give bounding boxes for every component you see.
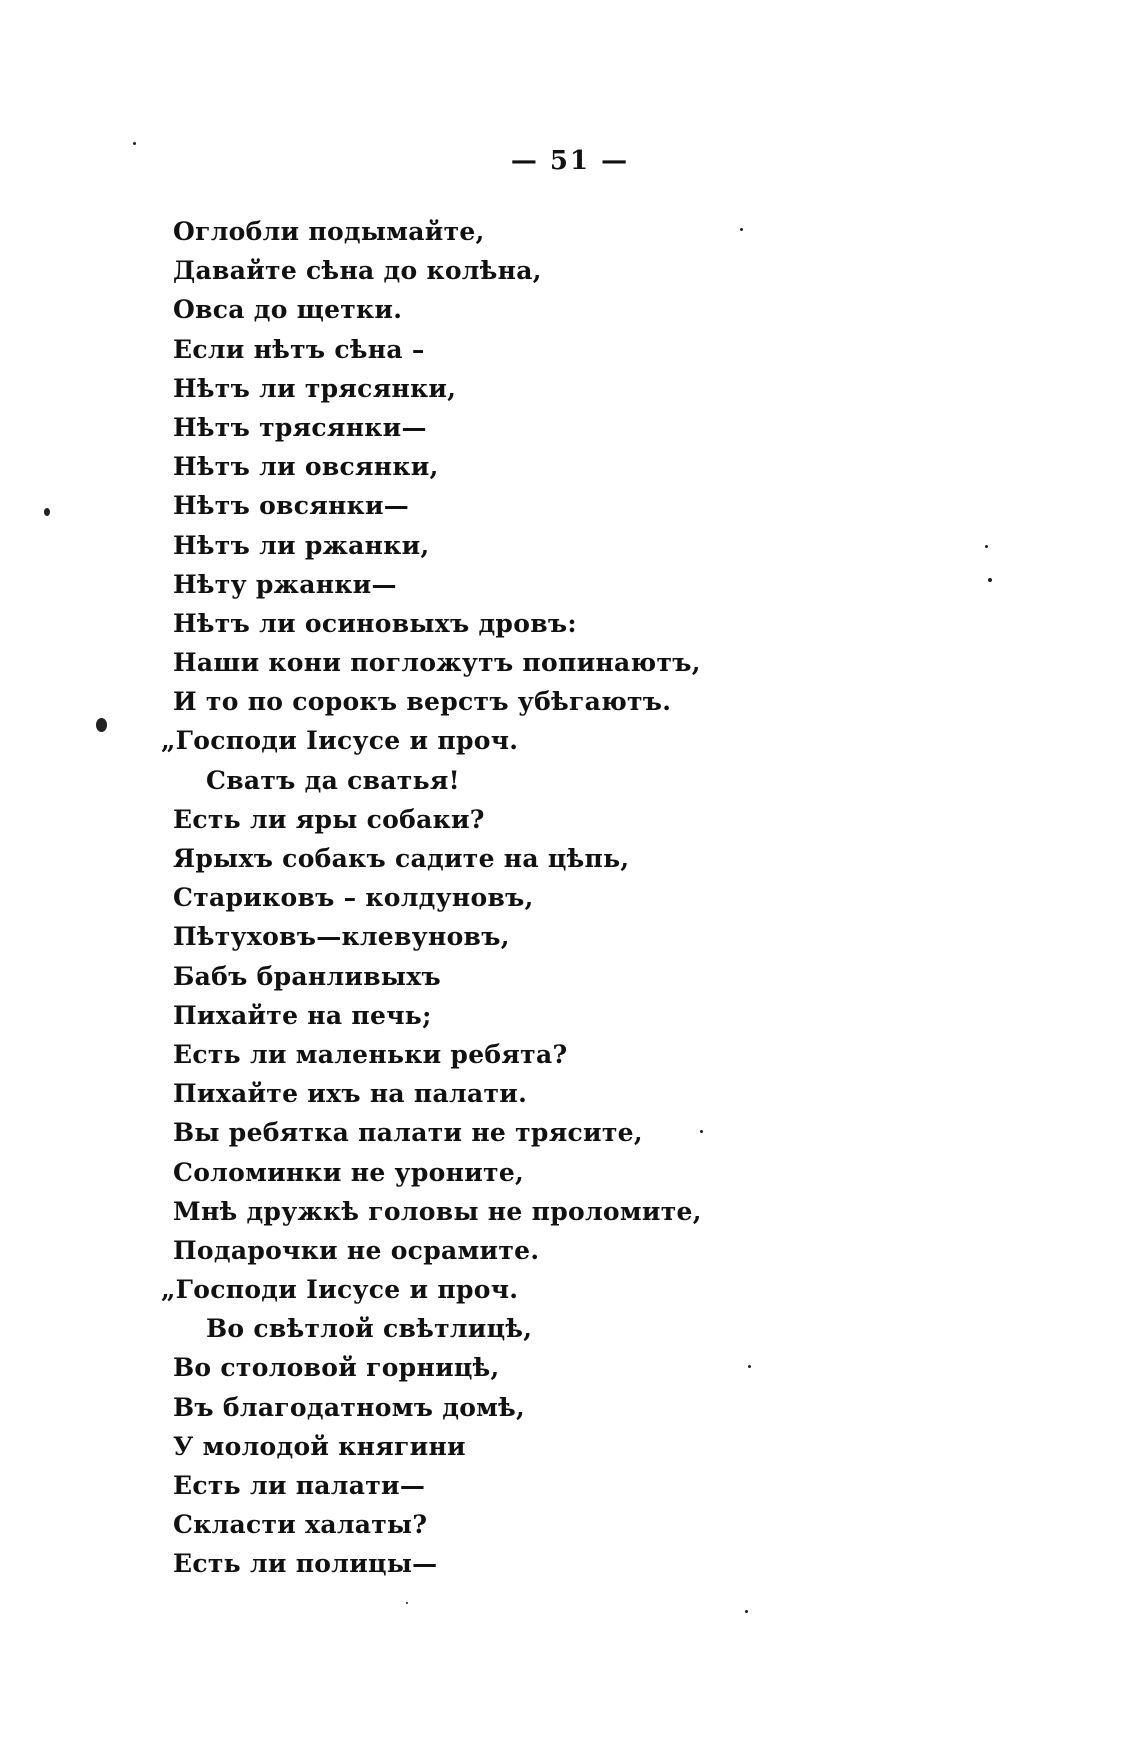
- verse-line: Стариковъ – колдуновъ,: [173, 883, 534, 913]
- scan-speck: [748, 1365, 751, 1368]
- verse-line: Пѣтуховъ—клевуновъ,: [173, 922, 510, 952]
- scan-speck: [988, 578, 992, 582]
- verse-line: Ярыхъ собакъ садите на цѣпь,: [173, 844, 630, 873]
- verse-line: Оглобли подымайте,: [173, 217, 485, 246]
- verse-line: Овса до щетки.: [173, 295, 403, 325]
- verse-line: Вы ребятка палати не трясите,: [173, 1118, 643, 1148]
- scan-speck: [745, 1610, 748, 1613]
- verse-text: [161, 212, 973, 1584]
- scan-speck: [406, 1602, 408, 1604]
- scan-speck: [985, 545, 988, 548]
- verse-line: Нѣтъ ли ржанки,: [173, 530, 430, 560]
- verse-line: Соломинки не уроните,: [173, 1157, 525, 1187]
- verse-line: Есть ли палати—: [173, 1471, 426, 1500]
- verse-line: Скласти халаты?: [173, 1510, 428, 1540]
- verse-line: Пихайте на печь;: [173, 1000, 432, 1030]
- verse-line: Нѣтъ ли овсянки,: [173, 452, 439, 482]
- verse-line: Есть ли маленьки ребята?: [173, 1039, 568, 1069]
- verse-line: „Господи Іисусе и проч.: [161, 1275, 519, 1305]
- verse-line: Давайте сѣна до колѣна,: [173, 256, 542, 286]
- verse-line: Пихайте ихъ на палати.: [173, 1079, 528, 1109]
- scan-speck: [700, 1130, 703, 1133]
- page-number: — 51 —: [510, 146, 630, 176]
- verse-line: Бабъ бранливыхъ: [173, 961, 441, 991]
- verse-line: Если нѣтъ сѣна –: [173, 334, 425, 364]
- scan-speck: [96, 718, 107, 732]
- verse-line: Нѣтъ ли осиновыхъ дровъ:: [173, 608, 577, 638]
- verse-line: Нѣтъ трясянки—: [173, 412, 427, 442]
- verse-line: Во столовой горницѣ,: [173, 1353, 500, 1383]
- verse-line: И то по сорокъ верстъ убѣгаютъ.: [173, 687, 672, 717]
- verse-line: Сватъ да сватья!: [206, 765, 460, 795]
- verse-line: Нѣтъ ли трясянки,: [173, 373, 457, 403]
- verse-line: Во свѣтлой свѣтлицѣ,: [206, 1314, 533, 1344]
- verse-line: Наши кони погложутъ попинаютъ,: [173, 648, 701, 678]
- verse-line: Подарочки не осрамите.: [173, 1235, 540, 1265]
- scan-speck: [740, 228, 743, 231]
- verse-line: Есть ли яры собаки?: [173, 804, 485, 834]
- scan-speck: [44, 508, 50, 516]
- verse-line: Нѣтъ овсянки—: [173, 491, 410, 521]
- verse-line: Въ благодатномъ домѣ,: [173, 1392, 526, 1422]
- verse-line: Есть ли полицы—: [173, 1549, 438, 1579]
- scan-speck: [133, 142, 136, 145]
- verse-line: Нѣту ржанки—: [173, 569, 397, 599]
- verse-line: „Господи Іисусе и проч.: [161, 726, 519, 756]
- verse-line: Мнѣ дружкѣ головы не проломите,: [173, 1196, 702, 1226]
- verse-line: У молодой княгини: [173, 1431, 466, 1461]
